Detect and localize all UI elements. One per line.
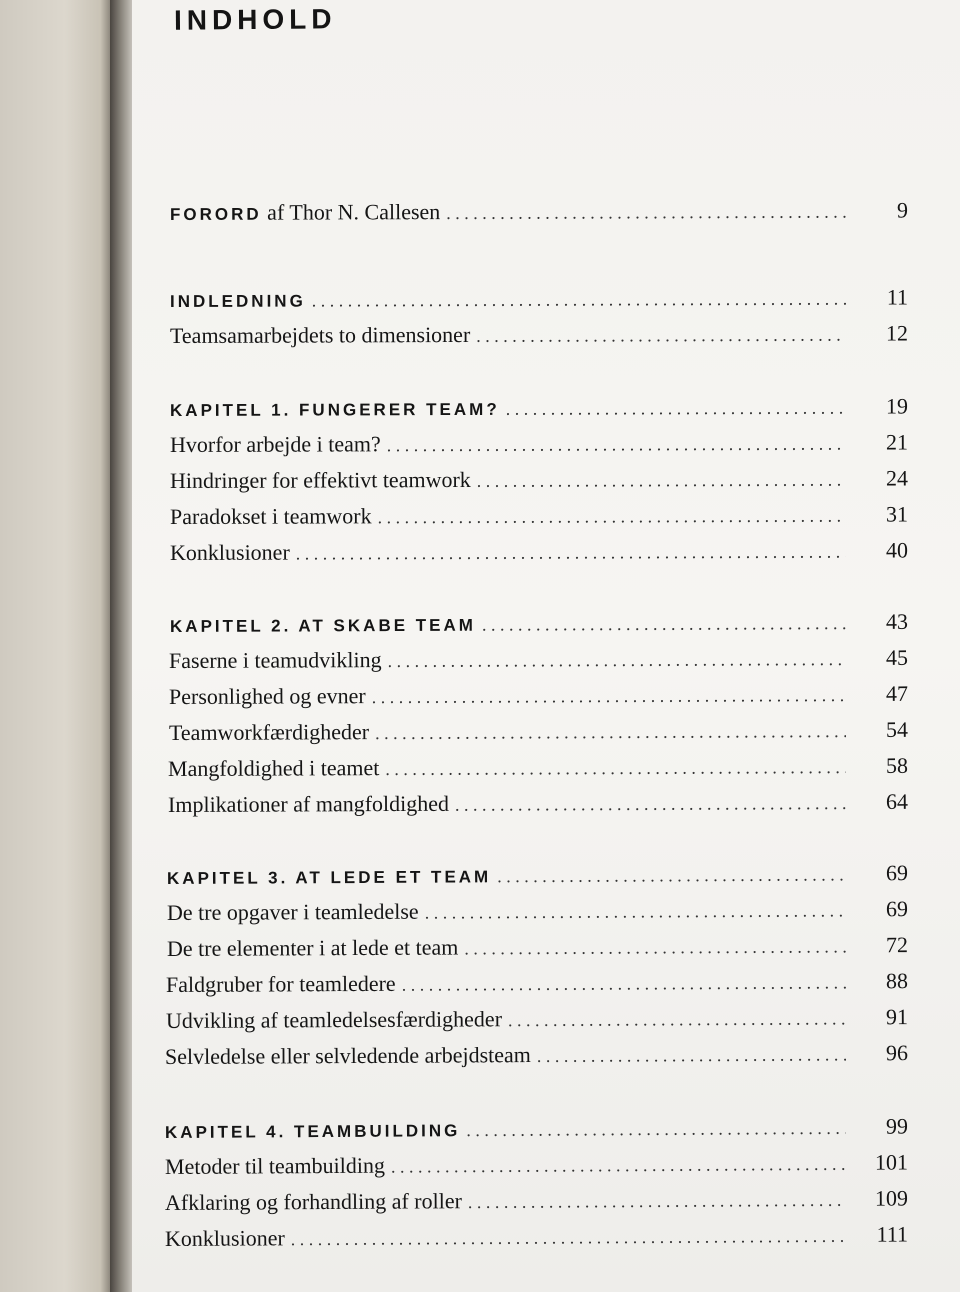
page-title: INDHOLD	[173, 3, 337, 36]
leader-dots	[464, 936, 846, 959]
toc-entry-label: Konklusioner	[164, 1225, 285, 1251]
leader-dots	[477, 470, 846, 492]
leader-dots	[476, 325, 846, 347]
leader-dots	[372, 685, 846, 708]
leader-dots	[425, 900, 846, 923]
page-number: 19	[885, 393, 909, 419]
page-number: 12	[885, 320, 909, 346]
page-number: 109	[874, 1185, 909, 1211]
page-number: 11	[886, 284, 909, 310]
leader-dots	[482, 613, 846, 636]
toc-entry	[165, 1185, 908, 1222]
toc-chapter-label: INDLEDNING	[169, 291, 306, 311]
page-number: 9	[896, 197, 909, 223]
toc-entry	[170, 501, 908, 536]
page-number: 69	[885, 896, 909, 922]
toc-entry-label: Paradokset i teamwork	[169, 503, 372, 529]
toc-entry	[170, 320, 908, 355]
page-number: 99	[885, 1113, 909, 1139]
toc-entry	[169, 645, 908, 680]
leader-dots	[312, 289, 846, 312]
toc-entry-label: Implikationer af mangfoldighed	[167, 790, 450, 817]
page-number: 72	[885, 932, 909, 958]
leader-dots	[455, 793, 846, 816]
toc-entry	[170, 537, 908, 572]
leader-dots	[508, 1008, 846, 1031]
leader-dots	[402, 972, 846, 995]
page-number: 31	[885, 501, 909, 527]
leader-dots	[387, 434, 846, 457]
toc-entry-label: Personlighed og evner	[168, 683, 366, 709]
leader-dots	[391, 1154, 846, 1178]
page-number: 91	[885, 1004, 909, 1030]
page-number: 21	[885, 429, 909, 455]
toc-entry-label: Faldgruber for teamledere	[165, 970, 396, 997]
toc-entry-label: Udvikling af teamledelsesfærdigheder	[165, 1006, 503, 1033]
leader-dots	[385, 757, 846, 780]
leader-dots	[466, 1118, 846, 1141]
toc-entry-label: Afklaring og forhandling af roller	[164, 1188, 462, 1215]
leader-dots	[497, 864, 846, 887]
page-number: 47	[885, 680, 909, 706]
toc-entry-chapter	[170, 284, 908, 319]
toc-entry-label: Metoder til teambuilding	[164, 1152, 386, 1179]
toc-entry-label: Konklusioner	[169, 539, 290, 565]
page-number: 64	[885, 788, 909, 814]
page-number: 40	[885, 537, 909, 563]
leader-dots	[506, 398, 846, 420]
toc-entry-chapter	[170, 393, 908, 428]
toc-entry-label: Hvorfor arbejde i team?	[169, 431, 381, 457]
page-number: 58	[885, 752, 909, 778]
page-number: 43	[885, 608, 909, 634]
toc-entry	[168, 789, 908, 824]
toc-entry-label: De tre elementer i at lede et team	[166, 934, 459, 961]
toc-entry	[169, 717, 908, 752]
toc-entry-chapter	[165, 1113, 908, 1150]
leader-dots	[468, 1190, 846, 1213]
leader-dots	[378, 506, 846, 529]
toc-entry	[167, 896, 908, 932]
toc-entry	[168, 753, 908, 788]
toc-entry-caps: FORORD	[169, 204, 262, 224]
leader-dots	[375, 721, 846, 744]
toc-entry-label: Hindringer for effektivt teamwork	[169, 466, 471, 493]
page-number: 54	[885, 716, 909, 742]
toc-entry	[166, 1004, 908, 1040]
page-number: 88	[885, 968, 909, 994]
page-number: 69	[885, 860, 909, 886]
page-number: 45	[885, 644, 909, 670]
leader-dots	[296, 542, 846, 565]
toc-entry	[165, 1149, 908, 1186]
toc-entry	[167, 932, 908, 968]
toc-entry	[165, 1040, 908, 1076]
page-number: 111	[876, 1221, 909, 1247]
page-number: 96	[885, 1040, 909, 1066]
page-number: 24	[885, 465, 909, 491]
toc-entry-chapter	[167, 860, 908, 896]
toc-entry-label: Faserne i teamudvikling	[168, 647, 382, 673]
leader-dots	[388, 649, 846, 672]
toc-entry-label: Teamworkfærdigheder	[168, 719, 370, 745]
toc-entry-forord	[170, 197, 908, 232]
toc-entry	[170, 465, 908, 500]
toc-entry-chapter	[170, 609, 908, 644]
toc-entry	[166, 968, 908, 1004]
toc-entry-label: Selvledelse eller selvledende arbejdsteam	[164, 1042, 531, 1069]
toc-entry-label: af Thor N. Callesen	[261, 199, 441, 225]
leader-dots	[446, 202, 846, 224]
toc-chapter-label: KAPITEL 1. FUNGERER TEAM?	[169, 399, 500, 420]
toc-entry	[169, 681, 908, 716]
toc-chapter-label: KAPITEL 2. AT SKABE TEAM	[169, 615, 476, 636]
toc-entry-label: Teamsamarbejdets to dimensioner	[169, 321, 471, 348]
toc-chapter-label: KAPITEL 4. TEAMBUILDING	[164, 1121, 461, 1142]
toc-entry-label: Mangfoldighed i teamet	[167, 755, 380, 781]
page-number: 101	[874, 1149, 909, 1175]
toc-entry-label: De tre opgaver i teamledelse	[166, 898, 419, 925]
toc-entry	[170, 429, 908, 464]
toc-chapter-label: KAPITEL 3. AT LEDE ET TEAM	[166, 867, 492, 888]
leader-dots	[291, 1226, 846, 1250]
leader-dots	[537, 1044, 846, 1067]
toc-entry	[165, 1221, 908, 1258]
